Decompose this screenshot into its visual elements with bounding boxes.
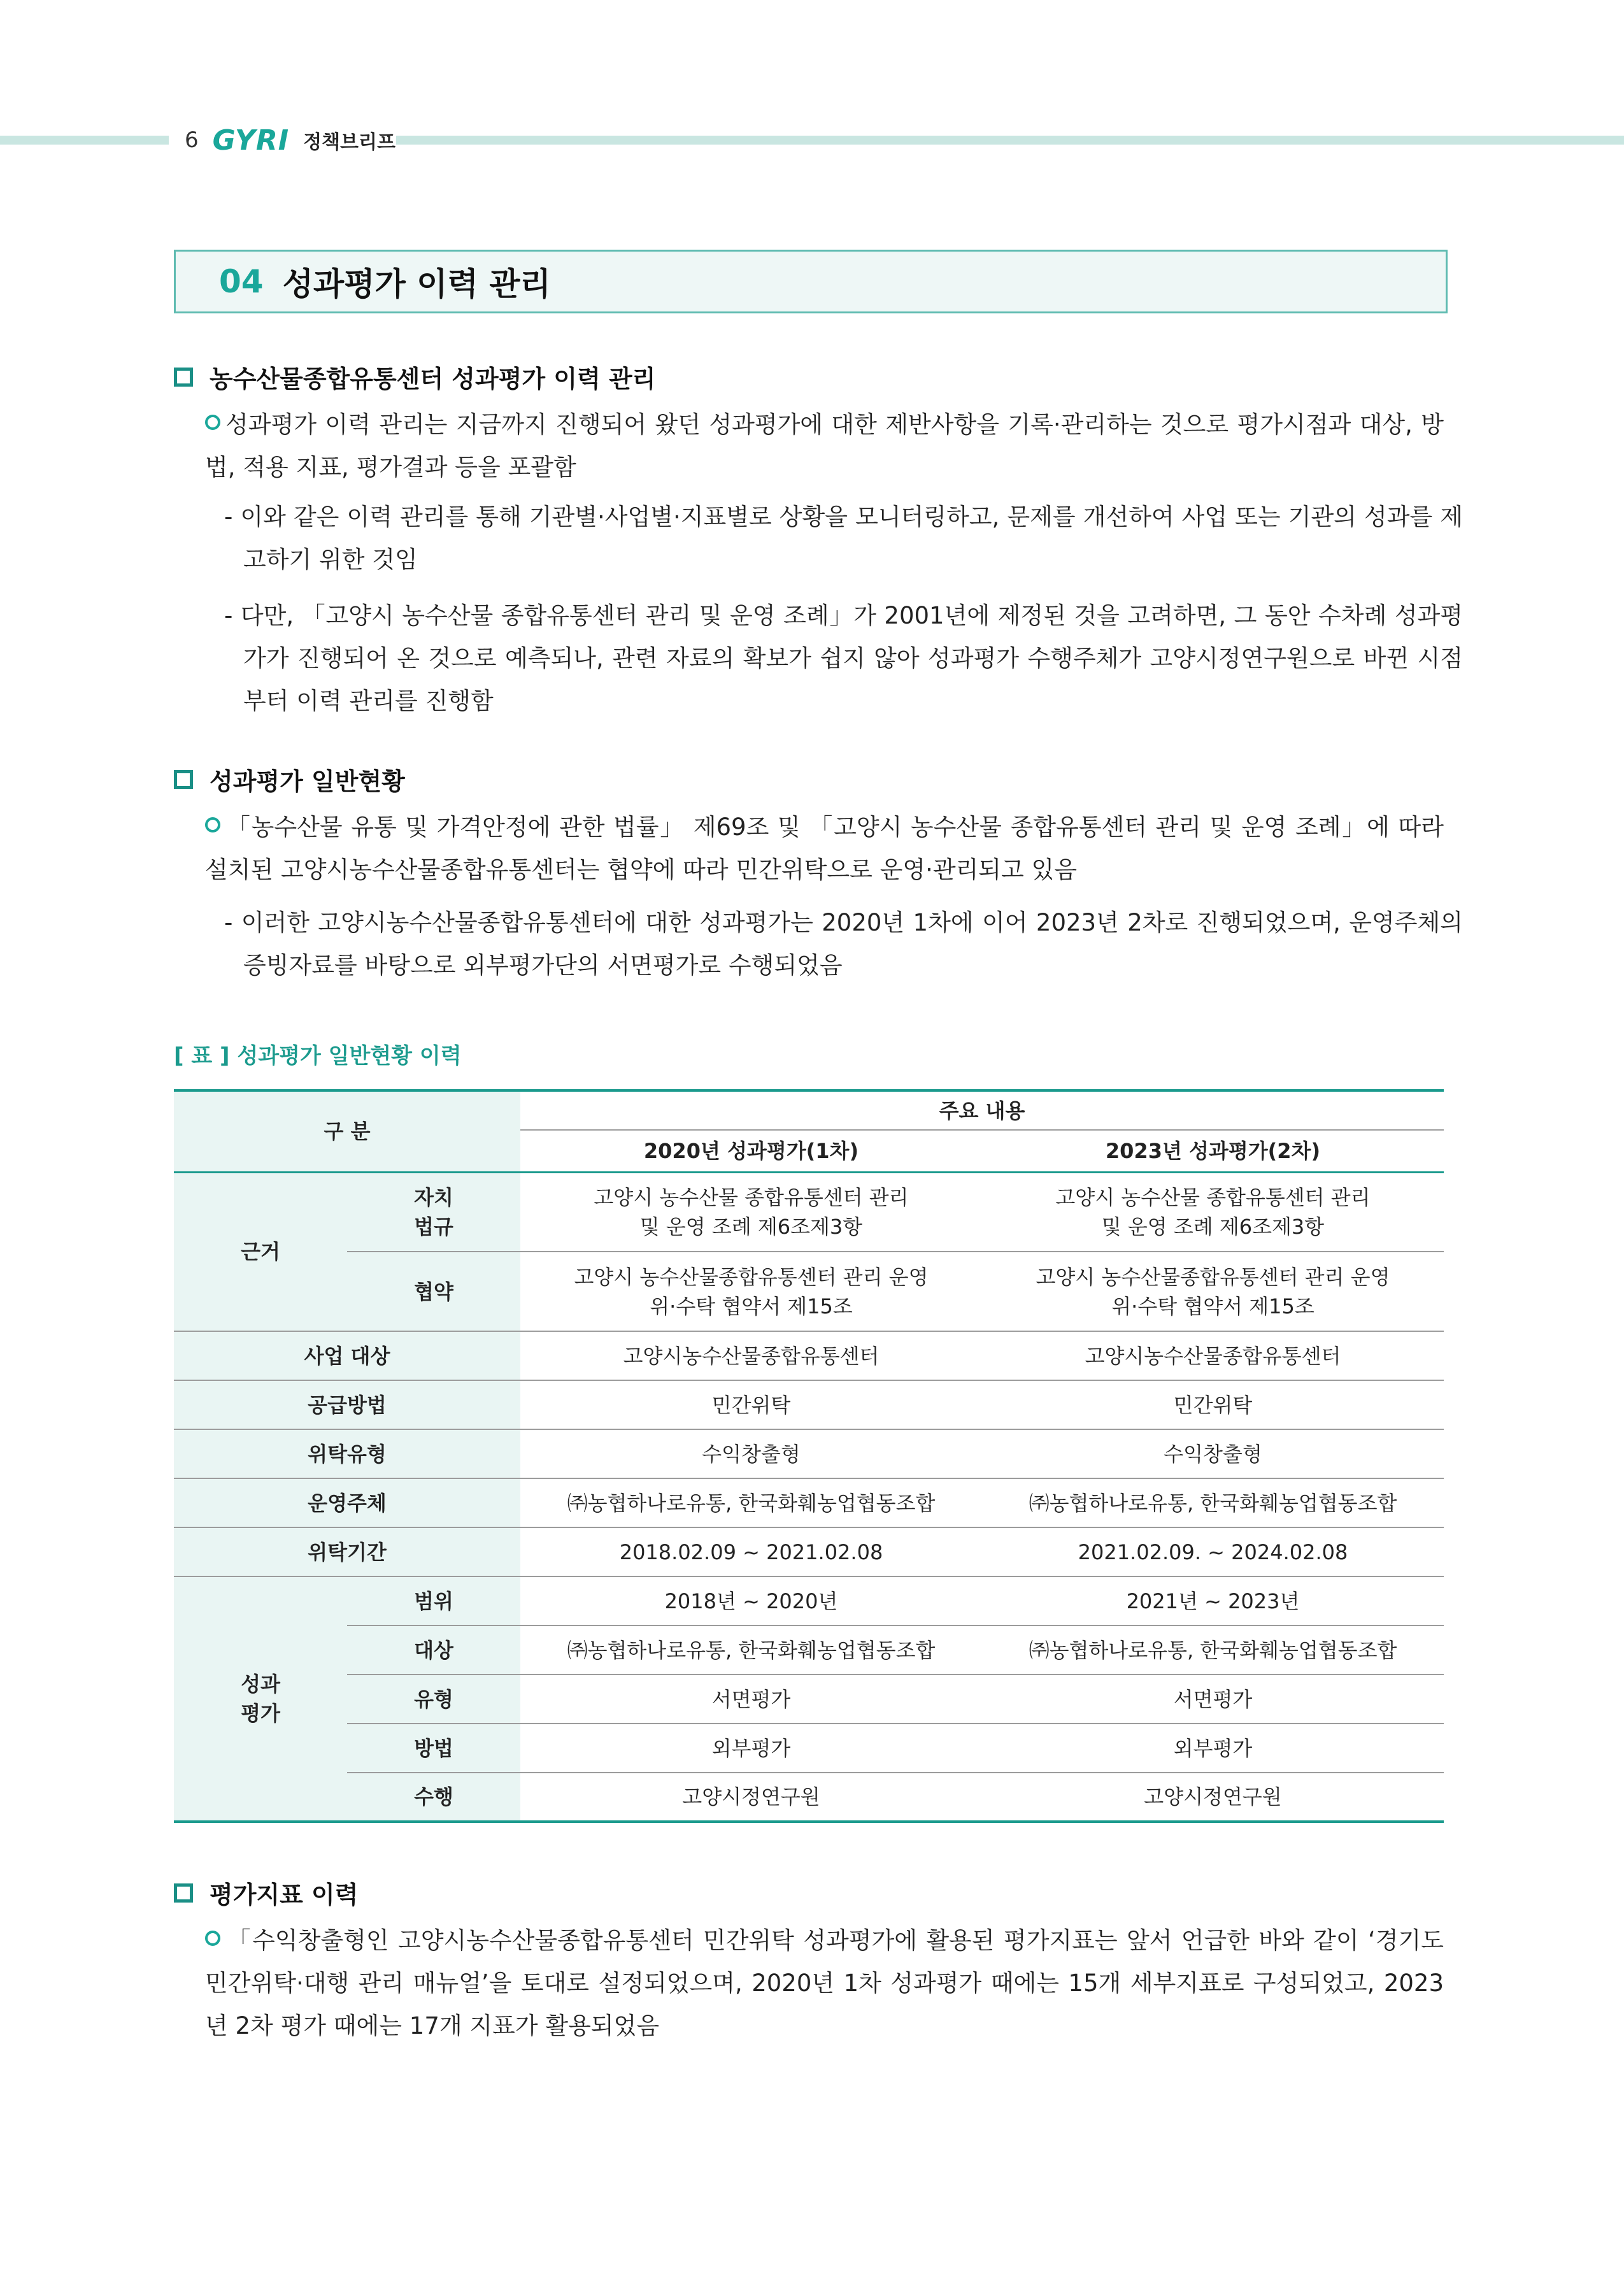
bullet-paragraph	[205, 1919, 1444, 2047]
table-cell: 고양시농수산물종합유통센터	[520, 1331, 982, 1380]
group-evaluation: 성과 평가	[174, 1576, 347, 1822]
table-cell: 고양시정연구원	[982, 1773, 1444, 1822]
bullet-paragraph	[205, 403, 1444, 489]
section-title: 성과평가 이력 관리	[282, 266, 551, 303]
square-bullet-icon	[174, 368, 193, 387]
row-label: 범위	[347, 1576, 520, 1625]
table-cell: ㈜농협하나로유통, 한국화훼농업협동조합	[982, 1625, 1444, 1675]
table-cell: ㈜농협하나로유통, 한국화훼농업협동조합	[520, 1625, 982, 1675]
status-history-table	[174, 1089, 1444, 1823]
table-cell: 민간위탁	[520, 1380, 982, 1429]
square-bullet-icon	[174, 770, 193, 789]
table-cell: 외부평가	[520, 1724, 982, 1773]
row-label: 운영주체	[174, 1478, 520, 1527]
row-label: 유형	[347, 1675, 520, 1724]
circle-bullet-icon	[205, 415, 220, 430]
table-cell: ㈜농협하나로유통, 한국화훼농업협동조합	[520, 1478, 982, 1527]
heading-text: 농수산물종합유통센터 성과평가 이력 관리	[210, 365, 656, 393]
table-cell: 고양시 농수산물종합유통센터 관리 운영 위·수탁 협약서 제15조	[982, 1252, 1444, 1331]
header-col-2023: 2023년 성과평가(2차)	[982, 1130, 1444, 1172]
header-main-content: 주요 내용	[520, 1090, 1444, 1130]
bullet-text: 「농수산물 유통 및 가격안정에 관한 법률」 제69조 및 「고양시 농수산물 종합유통센터 관리 및 운영 조례」에 따라 설치된 고양시농수산물종합유통센터는 협약에 따라 민간위탁으로 운영·관리되고 있음	[205, 813, 1444, 883]
table-cell: 수익창출형	[520, 1429, 982, 1478]
table-cell: 2021년 ~ 2023년	[982, 1576, 1444, 1625]
table-cell: 민간위탁	[982, 1380, 1444, 1429]
circle-bullet-icon	[205, 817, 220, 832]
header-rule-left	[0, 136, 169, 145]
table-cell: 2018.02.09 ~ 2021.02.08	[520, 1527, 982, 1576]
table-cell: 서면평가	[982, 1675, 1444, 1724]
bullet-paragraph	[205, 806, 1444, 891]
table-cell: 고양시 농수산물 종합유통센터 관리 및 운영 조례 제6조제3항	[520, 1172, 982, 1252]
table-cell: 고양시 농수산물 종합유통센터 관리 및 운영 조례 제6조제3항	[982, 1172, 1444, 1252]
heading-text: 평가지표 이력	[210, 1881, 359, 1909]
header-gubun: 구 분	[174, 1090, 520, 1172]
row-label: 위탁유형	[174, 1429, 520, 1478]
row-label: 협약	[347, 1252, 520, 1331]
section-number: 04	[219, 263, 264, 300]
table-cell: 서면평가	[520, 1675, 982, 1724]
header-rule-right	[396, 136, 1624, 145]
heading-general-status	[174, 762, 405, 797]
row-label: 방법	[347, 1724, 520, 1773]
dash-paragraph: - 다만, 「고양시 농수산물 종합유통센터 관리 및 운영 조례」가 2001년에 제정된 것을 고려하면, 그 동안 수차례 성과평가가 진행되어 온 것으로 예측되나, 관련 자료의 확보가 쉽지 않아 성과평가 수행주체가 고양시정연구원으로 바뀐 시점부터 이력 관리를 진행함	[224, 602, 1463, 715]
heading-indicator-history	[174, 1875, 358, 1910]
heading-text: 성과평가 일반현황	[210, 768, 405, 796]
heading-history-management	[174, 359, 655, 394]
page-header	[185, 121, 395, 159]
gyri-logo: GYRI	[212, 124, 290, 157]
dash-paragraph: - 이러한 고양시농수산물종합유통센터에 대한 성과평가는 2020년 1차에 이어 2023년 2차로 진행되었으며, 운영주체의 증빙자료를 바탕으로 외부평가단의 서면평가로 수행되었음	[224, 909, 1463, 979]
table-cell: 2018년 ~ 2020년	[520, 1576, 982, 1625]
table-cell: ㈜농협하나로유통, 한국화훼농업협동조합	[982, 1478, 1444, 1527]
row-label: 위탁기간	[174, 1527, 520, 1576]
row-label: 대상	[347, 1625, 520, 1675]
circle-bullet-icon	[205, 1931, 220, 1946]
dash-paragraph: - 이와 같은 이력 관리를 통해 기관별·사업별·지표별로 상황을 모니터링하고, 문제를 개선하여 사업 또는 기관의 성과를 제고하기 위한 것임	[224, 503, 1463, 573]
table-cell: 고양시정연구원	[520, 1773, 982, 1822]
header-col-2020: 2020년 성과평가(1차)	[520, 1130, 982, 1172]
row-label: 사업 대상	[174, 1331, 520, 1380]
row-label: 자치 법규	[347, 1172, 520, 1252]
table-cell: 고양시 농수산물종합유통센터 관리 운영 위·수탁 협약서 제15조	[520, 1252, 982, 1331]
bullet-text: 성과평가 이력 관리는 지금까지 진행되어 왔던 성과평가에 대한 제반사항을 기록·관리하는 것으로 평가시점과 대상, 방법, 적용 지표, 평가결과 등을 포괄함	[205, 411, 1444, 481]
table-caption: [ 표 ] 성과평가 일반현황 이력	[174, 1043, 462, 1069]
table-cell: 고양시농수산물종합유통센터	[982, 1331, 1444, 1380]
bullet-text: 「수익창출형인 고양시농수산물종합유통센터 민간위탁 성과평가에 활용된 평가지표는 앞서 언급한 바와 같이 ‘경기도 민간위탁·대행 관리 매뉴얼’을 토대로 설정되었으며, 2020년 1차 성과평가 때에는 15개 세부지표로 구성되었고, 2023년 2차 평가 때에는 17개 지표가 활용되었음	[205, 1927, 1444, 2039]
row-label: 수행	[347, 1773, 520, 1822]
table-cell: 외부평가	[982, 1724, 1444, 1773]
square-bullet-icon	[174, 1883, 193, 1903]
table-cell: 2021.02.09. ~ 2024.02.08	[982, 1527, 1444, 1576]
table-cell: 수익창출형	[982, 1429, 1444, 1478]
section-title-box	[174, 250, 1448, 313]
page-number: 6	[185, 127, 199, 153]
group-basis: 근거	[174, 1172, 347, 1331]
publication-name: 정책브리프	[303, 131, 395, 154]
row-label: 공급방법	[174, 1380, 520, 1429]
